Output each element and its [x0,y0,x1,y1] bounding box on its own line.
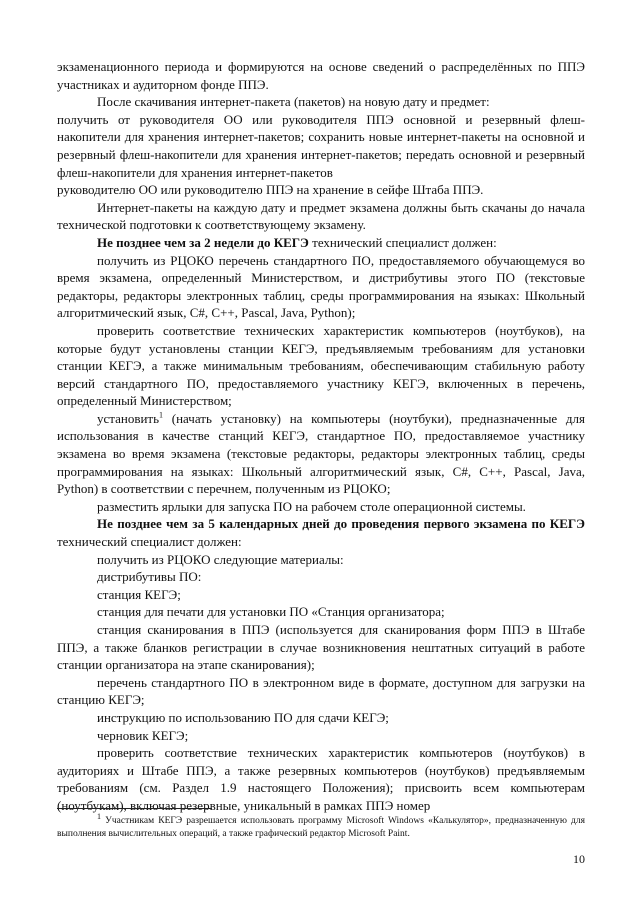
list-item: перечень стандартного ПО в электронном виде в формате, доступном для загрузки на станцию КЕГЭ; [57,674,585,708]
list-item: инструкцию по использованию ПО для сдачи КЕГЭ; [97,709,389,725]
paragraph-flash-drives: получить от руководителя ОО или руководителя ППЭ основной и резервный флеш-накопители для хранения интернет-пакетов; сохранить новые интернет-пакеты на основной и резервный флеш-накопители для хранения интернет-пакетов; передать основной и резервный флеш-накопители для хранения интернет-пакетов [57,111,585,180]
list-item: черновик КЕГЭ; [97,727,189,743]
footnote-mark: 1 [97,811,101,821]
list-item: получить из РЦОКО перечень стандартного ПО, предоставляемого обучающемуся во время экзамена, определенный Министерством, и дистрибутивы этого ПО (текстовые редакторы, редакторы электронных таблиц, среды программирования на языках: Школьный алгоритмический язык, C#, C++, Pascal, Java, Python); [57,252,585,321]
list-item-check-hardware: проверить соответствие технических характеристик компьютеров (ноутбуков) в аудиториях и Штабе ППЭ, а также резервных компьютеров (ноутбуков) предъявляемым требованиям (см. Раздел 1.9 настоящего Положения); присвоить всем компьютерам (ноутбукам), включая резервные, уникальный в рамках ППЭ номер [57,745,585,813]
install-rest: (начать установку) на компьютеры (ноутбуки), предназначенные для использования в качестве станций КЕГЭ, стандартное ПО, предоставляемое участнику экзамена во время экзамена (текстовые редакторы, редакторы электронных таблиц, среды программирования на языках: Школьный алгоритмический язык, C#, C++, Pascal, Java, Python) в соответствии с перечнем, полученным из РЦОКО; [57,410,585,497]
paragraph-after-download: После скачивания интернет-пакета (пакетов) на новую дату и предмет: [97,94,490,110]
footnote-separator [57,808,212,809]
list-item: получить из РЦОКО следующие материалы: [97,551,344,567]
page-number: 10 [573,852,585,866]
section-heading-rest: технический специалист должен: [57,534,242,550]
list-item: дистрибутивы ПО: [97,569,202,585]
list-item: станция сканирования в ППЭ (используется для сканирования форм ППЭ в Штабе ППЭ, а также бланков регистрации в случае возникновения нештатных ситуаций в работе станции организатора на этапе сканирования); [57,622,585,673]
install-word: установить [97,410,160,426]
list-item: станция КЕГЭ; [97,586,181,602]
paragraph-safe: руководителю ОО или руководителю ППЭ на хранение в сейфе Штаба ППЭ. [57,182,484,198]
section-heading-5-days [57,515,585,550]
paragraph-continuation: экзаменационного периода и формируются на основе сведений о распределённых по ППЭ участниках и аудиторном фонде ППЭ. [57,59,585,92]
section-heading-bold: Не позднее чем за 2 недели до КЕГЭ [97,234,309,250]
list-item: разместить ярлыки для запуска ПО на рабочем столе операционной системы. [97,498,526,514]
list-item-install [57,410,585,498]
section-heading-rest: технический специалист должен: [308,234,497,250]
footnote-text: Участникам КЕГЭ разрешается использовать программу Microsoft Windows «Калькулятор», предназначенную для выполнения вычислительных операций, а также графический редактор Microsoft Paint. [57,816,585,839]
section-heading-bold: Не позднее чем за 5 календарных дней до проведения первого экзамена по КЕГЭ [97,516,585,532]
list-item: станция для печати для установки ПО «Станция организатора; [97,604,445,620]
footnote [57,811,585,840]
footnote-reference: 1 [159,410,164,420]
section-heading-2-weeks [57,234,585,252]
paragraph-internet-packages: Интернет-пакеты на каждую дату и предмет экзамена должны быть скачаны до начала технической подготовки к соответствующему экзамену. [57,199,585,233]
document-page [57,58,585,815]
list-item: проверить соответствие технических характеристик компьютеров (ноутбуков), на которые будут установлены станции КЕГЭ, предъявляемым требованиям для установки станции КЕГЭ, а также минимальным требованиям, обеспечивающим стабильную работу версий стандартного ПО, предоставляемого участнику КЕГЭ, включенных в перечень, определенный Министерством; [57,322,585,409]
